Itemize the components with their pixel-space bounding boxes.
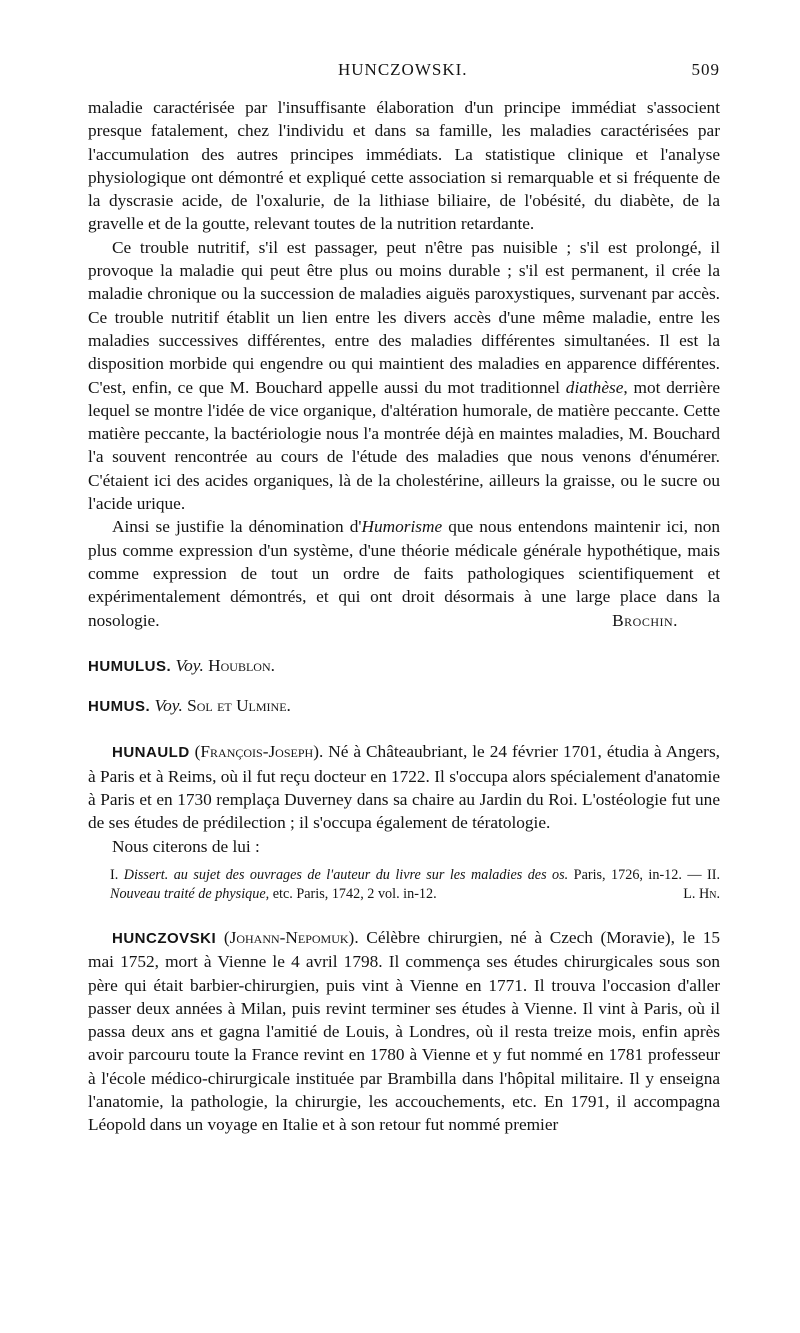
paragraph-humorisme: Ainsi se justifie la dénomination d'Humorisme que nous entendons maintenir ici, non plus comme expression d'un système, d'une théorie médicale générale hypothétique, mais comme expression de tout un ordre de faits pathologiques scientifiquement et expérimentalement démontrés, et qui ont droit désormais à une large place dans la nosologie. Brochin.: [88, 515, 720, 631]
cross-reference-houblon: Houblon.: [208, 655, 275, 675]
entry-humulus: HUMULUS. Voy. Houblon.: [88, 655, 275, 675]
headword-hunczovski: HUNCZOVSKI: [112, 929, 217, 947]
running-header: [88, 60, 720, 86]
headword-hunauld: HUNAULD: [112, 744, 190, 762]
bib-title-dissertation: Dissert. au sujet des ouvrages de l'auteur du livre sur les maladies des os.: [123, 866, 569, 883]
entry-humus: HUMUS. Voy. Sol et Ulmine.: [88, 696, 291, 716]
citation-intro: Nous citerons de lui :: [112, 836, 260, 856]
paragraph-nutrition-retardante: maladie caractérisée par l'insuffisante élaboration d'un principe immédiat s'associent presque fatalement, chez l'individu et dans sa famille, les maladies caractérisées par l'accumulation des autres principes immédiats. La statistique clinique et l'analyse physiologique ont démontré et expliqué cette association si remarquable et si fréquente de la dyscrasie acide, de l'oxalurie, de la lithiase biliaire, de l'obésité, du diabète, de la gravelle et de la goutte, relevant toutes de la nutrition retardante.: [88, 98, 720, 234]
headword-humus: HUMUS.: [88, 698, 151, 716]
paragraph-trouble-nutritif: Ce trouble nutritif, s'il est passager, peut n'être pas nuisible ; s'il est prolongé, il provoque la maladie qui peut être plus ou moins durable ; s'il est permanent, il crée la maladie chronique ou la succession de maladies aiguës paroxystiques, survenant par accès. Ce trouble nutritif établit un lien entre les divers accès d'une même maladie, entre les maladies successives différentes, entre des maladies différentes simultanées. Il est la disposition morbide qui engendre ou qui maintient des maladies en apparence différentes. C'est, enfin, ce que M. Bouchard appelle aussi du mot traditionnel diathèse, mot derrière lequel se montre l'idée de vice organique, d'altération humorale, de matière peccante. Cette matière peccante, la bactériologie nous l'a montrée déjà en maintes maladies, M. Bouchard l'a souvent rencontrée au cours de l'étude des maladies que nous venons d'énumérer. C'étaient ici des acides organiques, là de la cholestérine, ailleurs la graisse, ou le sucre ou l'acide urique.: [88, 237, 721, 514]
author-signature-lhn: L. Hn.: [683, 885, 720, 902]
term-diathese: diathèse: [565, 377, 624, 397]
bib-title-traite-physique: Nouveau traité de physique,: [110, 885, 270, 902]
entry-hunczovski: HUNCZOVSKI (Johann-Nepomuk). Célèbre chirurgien, né à Czech (Moravie), le 15 mai 1752, mort à Vienne le 4 avril 1798. Il commença ses études chirurgicales sous son père qui était barbier-chirurgien, puis vint à Vienne en 1771. Il trouva l'occasion d'aller passer deux années à Milan, puis revint terminer ses études à Vienne. Il vint à Paris, où il passa deux ans et gagna l'amitié de Louis, à Londres, où il resta treize mois, enfin après avoir parcouru toute la France revint en 1780 à Vienne et y fut nommé en 1781 professeur à l'école médico-chirurgicale instituée par Brambilla dans l'hôpital militaire. Il y enseigna l'anatomie, la pathologie, la chirurgie, les accouchements, etc. En 1791, il accompagna Léopold dans un voyage en Italie et à son retour fut nommé premier: [88, 927, 720, 1135]
page-number: 509: [691, 60, 720, 79]
given-names-hunauld: (François-Joseph).: [194, 742, 324, 762]
bibliography-hunauld: I. Dissert. au sujet des ouvrages de l'auteur du livre sur les maladies des os. Paris, 1726, in-12. — II. Nouveau traité de physique, etc. Paris, 1742, 2 vol. in-12. L. Hn.: [110, 866, 720, 902]
cross-reference-sol-ulmine: Sol et Ulmine.: [187, 696, 291, 716]
entry-hunauld: HUNAULD (François-Joseph). Né à Châteaubriant, le 24 février 1701, étudia à Angers, à Paris et à Reims, où il fut reçu docteur en 1722. Il s'occupa alors spécialement d'anatomie à Paris et en 1730 remplaça Duverney dans sa chaire au Jardin du Roi. L'ostéologie fut une de ses études de prédilection ; il s'occupa également de tératologie.: [88, 742, 720, 833]
term-humorisme: Humorisme: [361, 517, 443, 537]
book-page: [88, 60, 720, 1137]
given-names-hunczovski: (Johann-Nepomuk).: [223, 927, 359, 947]
author-signature-brochin: Brochin.: [612, 610, 678, 630]
running-title: HUNCZOWSKI.: [338, 60, 468, 79]
headword-humulus: HUMULUS.: [88, 657, 172, 675]
